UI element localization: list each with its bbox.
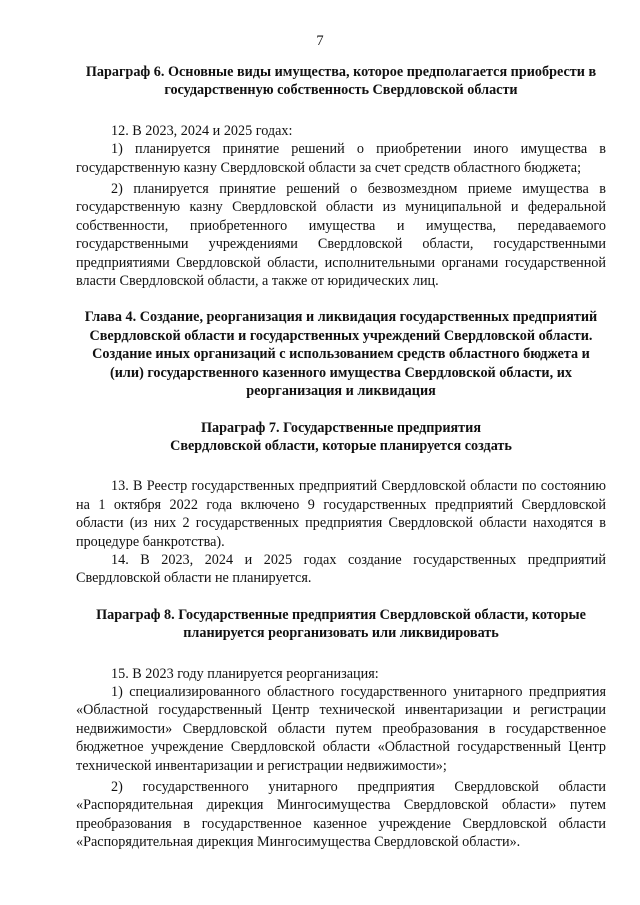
chapter-4-heading: Глава 4. Создание, реорганизация и ликвидация государственных предприятий Свердловской области и государственных учреждений Свердловской области. Создание иных организаций с использованием средств областного бюджета и (или) государственного казенного имущества Свердловской области, их реорганизация и ликвидация: [84, 309, 598, 400]
item-15-1: 1) специализированного областного государственного унитарного предприятия «Областной государственный Центр технической инвентаризации и регистрации недвижимости» Свердловской области путем преобразования в государственное бюджетное учреждение Свердловской области «Областной государственный Центр технической инвентаризации и регистрации недвижимости»;: [76, 683, 606, 774]
item-15: 15. В 2023 году планируется реорганизация:: [111, 665, 379, 682]
page-number: 7: [316, 33, 324, 49]
item-13: 13. В Реестр государственных предприятий Свердловской области по состоянию на 1 октября 2022 года включено 9 государственных предприятий Свердловской области (из них 2 государственных предприятия Свердловской области находятся в процедуре банкротства).: [76, 478, 606, 550]
paragraph-6-heading: Параграф 6. Основные виды имущества, которое предполагается приобрести в государственную собственность Свердловской области: [85, 64, 597, 99]
paragraph-7-heading-line-2: Свердловской области, которые планируется создать: [170, 437, 512, 454]
paragraph-8-heading: Параграф 8. Государственные предприятия Свердловской области, которые планируется реорганизовать или ликвидировать: [96, 606, 586, 642]
item-15-2: 2) государственного унитарного предприятия Свердловской области «Распорядительная дирекция Мингосимущества Свердловской области» путем преобразования в государственное казенное учреждение Свердловской области «Распорядительная дирекция Мингосимущества Свердловской области».: [76, 779, 606, 851]
paragraph-7-heading-line-1: Параграф 7. Государственные предприятия: [200, 419, 481, 436]
item-12-1: 1) планируется принятие решений о приобретении иного имущества в государственную казну Свердловской области за счет средств областного бюджета;: [76, 141, 606, 176]
item-12: 12. В 2023, 2024 и 2025 годах:: [111, 122, 293, 139]
item-14: 14. В 2023, 2024 и 2025 годах создание государственных предприятий Свердловской области не планируется.: [76, 551, 606, 587]
document-body: [76, 63, 606, 852]
item-12-2: 2) планируется принятие решений о безвозмездном приеме имущества в государственную казну Свердловской области из муниципальной и федеральной собственности, приобретенного имущества и имущества, передаваемого государственными учреждениями Свердловской области, государственными предприятиями Свердловской области, исполнительными органами государственной власти Свердловской области, а также от юридических лиц.: [76, 181, 606, 290]
